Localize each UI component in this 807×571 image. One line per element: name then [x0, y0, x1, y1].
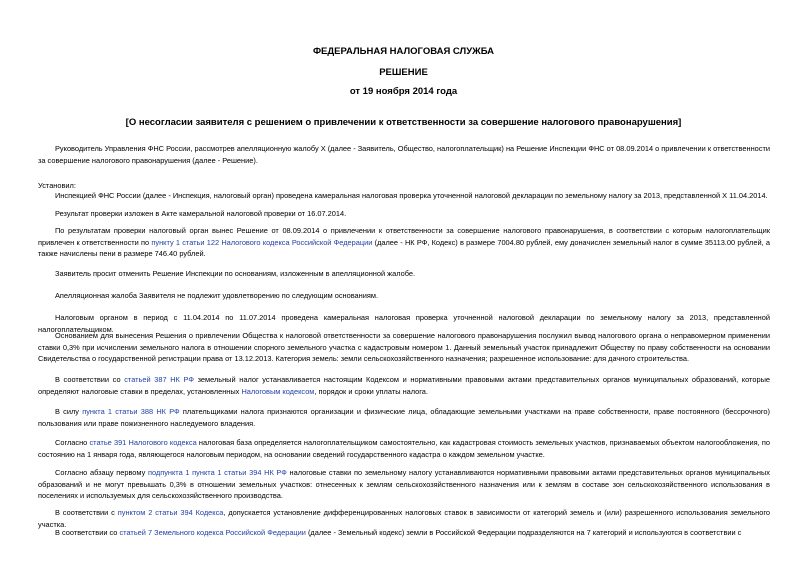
link-land-code-art7[interactable]: статьей 7 Земельного кодекса Российской Федерации	[119, 528, 306, 537]
link-art394-p1[interactable]: подпункта 1 пункта 1 статьи 394 НК РФ	[147, 468, 287, 477]
paragraph-land-code: В соответствии со статьей 7 Земельного кодекса Российской Федерации (далее - Земельный кодекс) земли в Российской Федерации подразделяются на 7 категорий и используются в соответствии с	[55, 528, 742, 537]
paragraph-art394-p2: В соответствии с пунктом 2 статьи 394 Кодекса, допускается установление дифференцированных налоговых ставок в зависимости от категорий земель и (или) разрешенного использования земельного участка.	[38, 508, 770, 529]
paragraph-art391: Согласно статье 391 Налогового кодекса налоговая база определяется налогоплательщиком самостоятельно, как кадастровая стоимость земельных участков, признаваемых объектом налогообложения, по состоянию на 1 января года, являющегося налоговым периодом, на основании сведений государственного кадастра о каждом земельном участке.	[38, 438, 770, 459]
paragraph-intro: Руководитель Управления ФНС России, рассмотрев апелляционную жалобу Х (далее - Заявитель, Общество, налогоплательщик) на Решение Инспекции ФНС от 08.09.2014 о привлечении к ответственности за совершение налогового правонарушения (далее - Решение).	[38, 144, 770, 165]
paragraph-rejection: Апелляционная жалоба Заявителя не подлежит удовлетворению по следующим основаниям.	[55, 291, 379, 300]
link-tax-code[interactable]: Налоговым кодексом	[241, 386, 315, 396]
paragraph-audit: Инспекцией ФНС России (далее - Инспекция, налоговый орган) проведена камеральная налоговая проверка уточненной налоговой декларации по земельному налогу за 2013, представленной Х 11.04.2014.	[55, 191, 768, 200]
doc-subject: [О несогласии заявителя с решением о привлечении к ответственности за совершение налогового правонарушения]	[125, 117, 682, 128]
paragraph-decision: По результатам проверки налоговый орган вынес Решение от 08.09.2014 о привлечении к ответственности за совершение налогового правонарушения, в соответствии с которым налогоплательщик привлечен к ответственности по пункту 1 статьи 122 Налогового кодекса Российской Федерации (далее - НК РФ, Кодекс) в размере 7004.80 рублей, ему доначислен земельный налог в сумме 35113.00 рублей, а также начислены пени в размере 746.40 рублей.	[38, 226, 770, 258]
paragraph-art394: Согласно абзацу первому подпункта 1 пункта 1 статьи 394 НК РФ налоговые ставки по земельному налогу устанавливаются нормативными правовыми актами представительных органов муниципальных образований и не могут превышать 0,3% в отношении земельных участков: отнесенных к землям сельскохозяйственного назначения или к землям в составе зон сельскохозяйственного использования в поселениях и используемых для сельскохозяйственного производства.	[38, 468, 770, 500]
paragraph-grounds: Основанием для вынесения Решения о привлечении Общества к налоговой ответственности за совершение налогового правонарушения послужил вывод налогового органа о неправомерном применении ставки 0,3% при исчислении земельного налога в отношении спорного земельного участка с кадастровым номером 1. Данный земельный участок принадлежит Обществу по праву собственности на основании Свидетельства о государственной регистрации права от 13.12.2013. Категория земель: земли сельскохозяйственного назначения; разрешенное использование: для дачного строительства.	[38, 331, 770, 363]
paragraph-request: Заявитель просит отменить Решение Инспекции по основаниям, изложенным в апелляционной жалобе.	[55, 269, 416, 278]
link-art388[interactable]: пункта 1 статьи 388 НК РФ	[82, 407, 180, 416]
paragraph-act: Результат проверки изложен в Акте камеральной налоговой проверки от 16.07.2014.	[55, 209, 347, 218]
link-art387[interactable]: статьей 387 НК РФ	[124, 375, 194, 384]
paragraph-art388: В силу пункта 1 статьи 388 НК РФ плательщиками налога признаются организации и физические лица, обладающие земельными участками на праве собственности, праве постоянного (бессрочного) пользования или праве пожизненного наследуемого владения.	[38, 407, 771, 428]
doc-date: от 19 ноября 2014 года	[349, 86, 458, 97]
link-art391[interactable]: статье 391 Налогового кодекса	[89, 438, 197, 447]
paragraph-art387: В соответствии со статьей 387 НК РФ земельный налог устанавливается настоящим Кодексом и нормативными правовыми актами представительных органов муниципальных образований, которые определяют налоговые ставки в пределах, установленных Налоговым кодексом, порядок и сроки уплаты налога.	[38, 375, 770, 396]
established-label: Установил:	[38, 181, 76, 190]
paragraph-period: Налоговым органом в период с 11.04.2014 по 11.07.2014 проведена камеральная налоговая проверка уточненной налоговой декларации по земельному налогу за 2013, представленной налогоплательщиком.	[38, 313, 770, 334]
org-title: ФЕДЕРАЛЬНАЯ НАЛОГОВАЯ СЛУЖБА	[312, 46, 495, 57]
doc-type: РЕШЕНИЕ	[379, 67, 428, 78]
link-art394-p2[interactable]: пунктом 2 статьи 394 Кодекса	[117, 508, 224, 517]
link-p1-art122[interactable]: пункту 1 статьи 122 Налогового кодекса Российской Федерации	[151, 237, 373, 247]
